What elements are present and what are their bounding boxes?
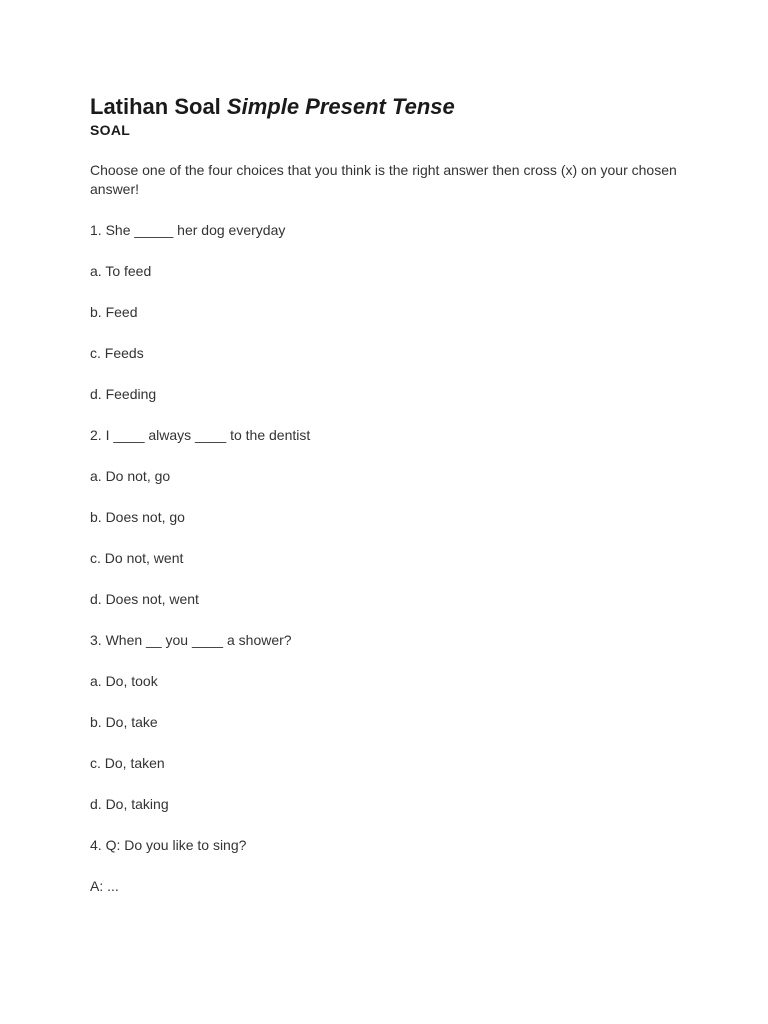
page-title <box>90 93 690 121</box>
question-line: a. Do not, go <box>90 468 171 484</box>
question-line: 3. When __ you ____ a shower? <box>90 632 292 648</box>
question-line: c. Feeds <box>90 345 144 361</box>
question-list <box>90 221 690 896</box>
question-line: d. Do, taking <box>90 796 169 812</box>
question-line: 1. She _____ her dog everyday <box>90 222 286 238</box>
question-line: c. Do, taken <box>90 755 165 771</box>
title-italic: Simple Present Tense <box>226 94 455 119</box>
question-line: b. Does not, go <box>90 509 185 525</box>
question-line: a. To feed <box>90 263 152 279</box>
instructions-text: Choose one of the four choices that you think is the right answer then cross (x) on your chosen answer! <box>90 162 677 197</box>
question-line: a. Do, took <box>90 673 158 689</box>
question-line: 2. I ____ always ____ to the dentist <box>90 427 311 443</box>
title-main: Latihan Soal <box>90 94 227 119</box>
question-line: 4. Q: Do you like to sing? <box>90 837 247 853</box>
question-line: d. Does not, went <box>90 591 199 607</box>
question-line: b. Feed <box>90 304 138 320</box>
question-line: d. Feeding <box>90 386 157 402</box>
document-page <box>90 93 690 896</box>
section-heading: SOAL <box>90 122 131 138</box>
question-line: A: ... <box>90 878 119 894</box>
question-line: c. Do not, went <box>90 550 184 566</box>
question-line: b. Do, take <box>90 714 158 730</box>
